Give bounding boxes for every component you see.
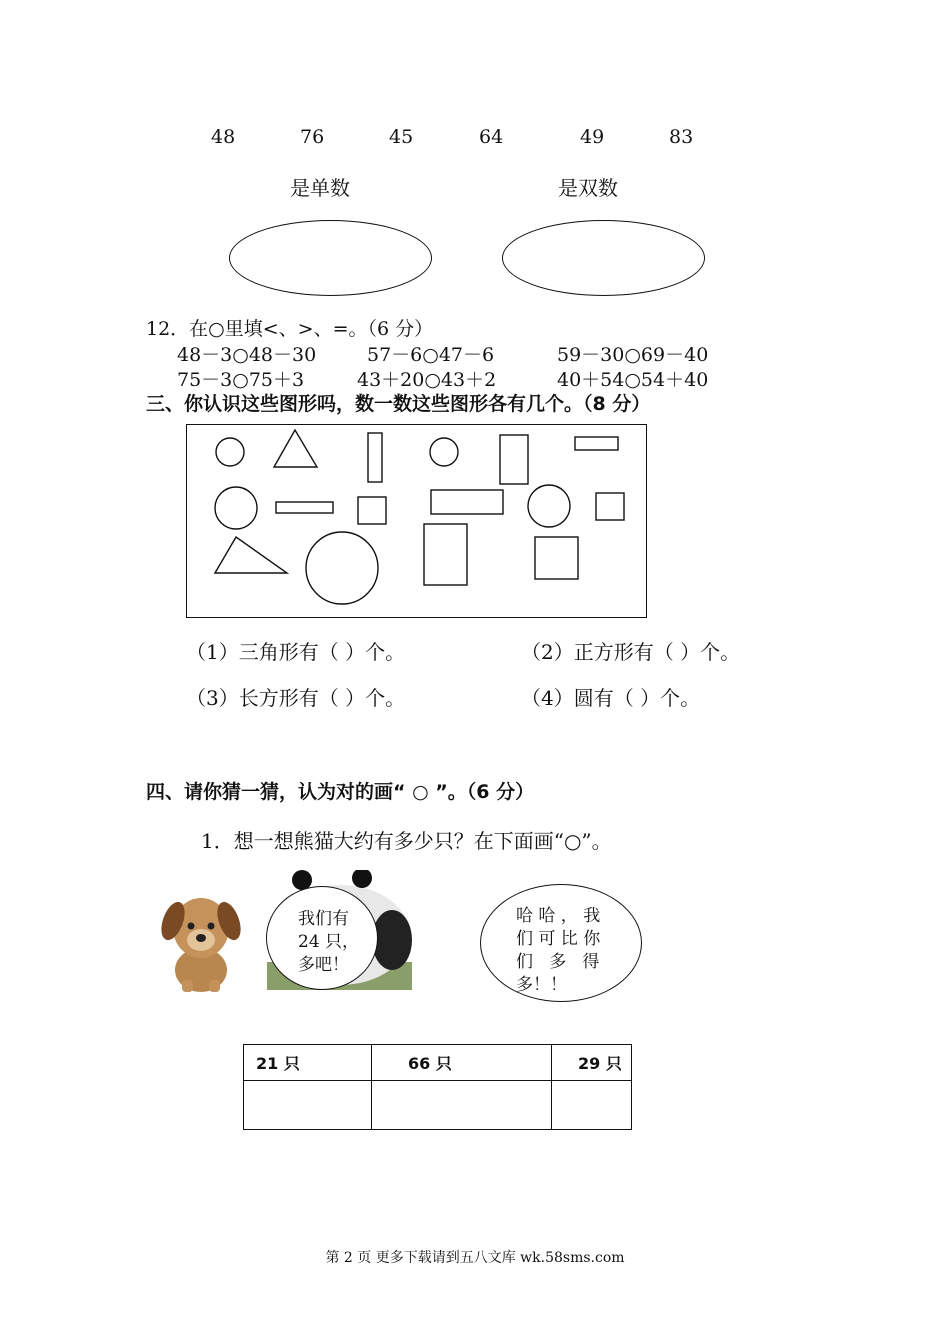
square-shape [596,493,624,520]
triangle-shape [274,430,317,467]
even-label: 是双数 [558,176,618,200]
number-45: 45 [389,126,414,148]
number-83: 83 [669,126,694,148]
square-shape [535,537,578,579]
circle-shape [215,487,257,529]
odd-label: 是单数 [290,176,350,200]
q12-item[interactable]: 57－6○47－6 [367,344,495,366]
rectangle-shape [368,433,382,482]
page-footer: 第 2 页 更多下载请到五八文库 wk.58sms.com [325,1250,625,1266]
q12-item[interactable]: 43＋20○43＋2 [357,369,497,391]
circle-shape [216,438,244,466]
circle-shape [306,532,378,604]
bubble-text-24: 我们有 24 只， 多吧！ [298,909,360,975]
option-21: 21 只 [244,1045,372,1081]
puppy-illustration [156,888,246,993]
rectangle-shape [424,524,467,585]
section4-title: 四、请你猜一猜，认为对的画“ ○ ”。（6 分） [146,781,535,803]
number-48: 48 [211,126,236,148]
number-49: 49 [580,126,605,148]
rectangle-shape [276,502,333,513]
circle-shape [430,438,458,466]
q12-item[interactable]: 59－30○69－40 [557,344,709,366]
answer-cell-29[interactable] [552,1081,632,1130]
q12-item[interactable]: 48－3○48－30 [177,344,317,366]
number-76: 76 [300,126,325,148]
option-66: 66 只 [372,1045,552,1081]
circle-count-question[interactable]: （4）圆有（ ）个。 [521,686,701,710]
triangle-count-question[interactable]: （1）三角形有（ ）个。 [186,640,406,664]
q12-item[interactable]: 40＋54○54＋40 [557,369,709,391]
rectangle-shape [431,490,503,514]
rectangle-shape [500,435,528,484]
panda-question: 1．想一想熊猫大约有多少只？在下面画“○”。 [201,829,612,853]
odd-answer-ellipse[interactable] [229,220,432,296]
square-shape [358,497,386,524]
q12-title: 12．在○里填<、>、=。（6 分） [146,318,434,340]
circle-shape [528,485,570,527]
even-answer-ellipse[interactable] [502,220,705,296]
rectangle-shape [575,437,618,450]
triangle-shape [215,537,287,573]
option-29: 29 只 [552,1045,632,1081]
answer-table [243,1044,632,1130]
section3-title: 三、你认识这些图形吗，数一数这些图形各有几个。（8 分） [146,393,651,415]
shapes-frame [186,424,647,618]
q12-item[interactable]: 75－3○75＋3 [177,369,305,391]
answer-cell-66[interactable] [372,1081,552,1130]
answer-cell-21[interactable] [244,1081,372,1130]
shapes-figure [187,425,646,617]
number-64: 64 [479,126,504,148]
rectangle-count-question[interactable]: （3）长方形有（ ）个。 [186,686,406,710]
square-count-question[interactable]: （2）正方形有（ ）个。 [521,640,741,664]
bubble-text-more: 哈 哈 ， 我 们 可 比 你 们 多 得 多！！ [516,906,601,995]
